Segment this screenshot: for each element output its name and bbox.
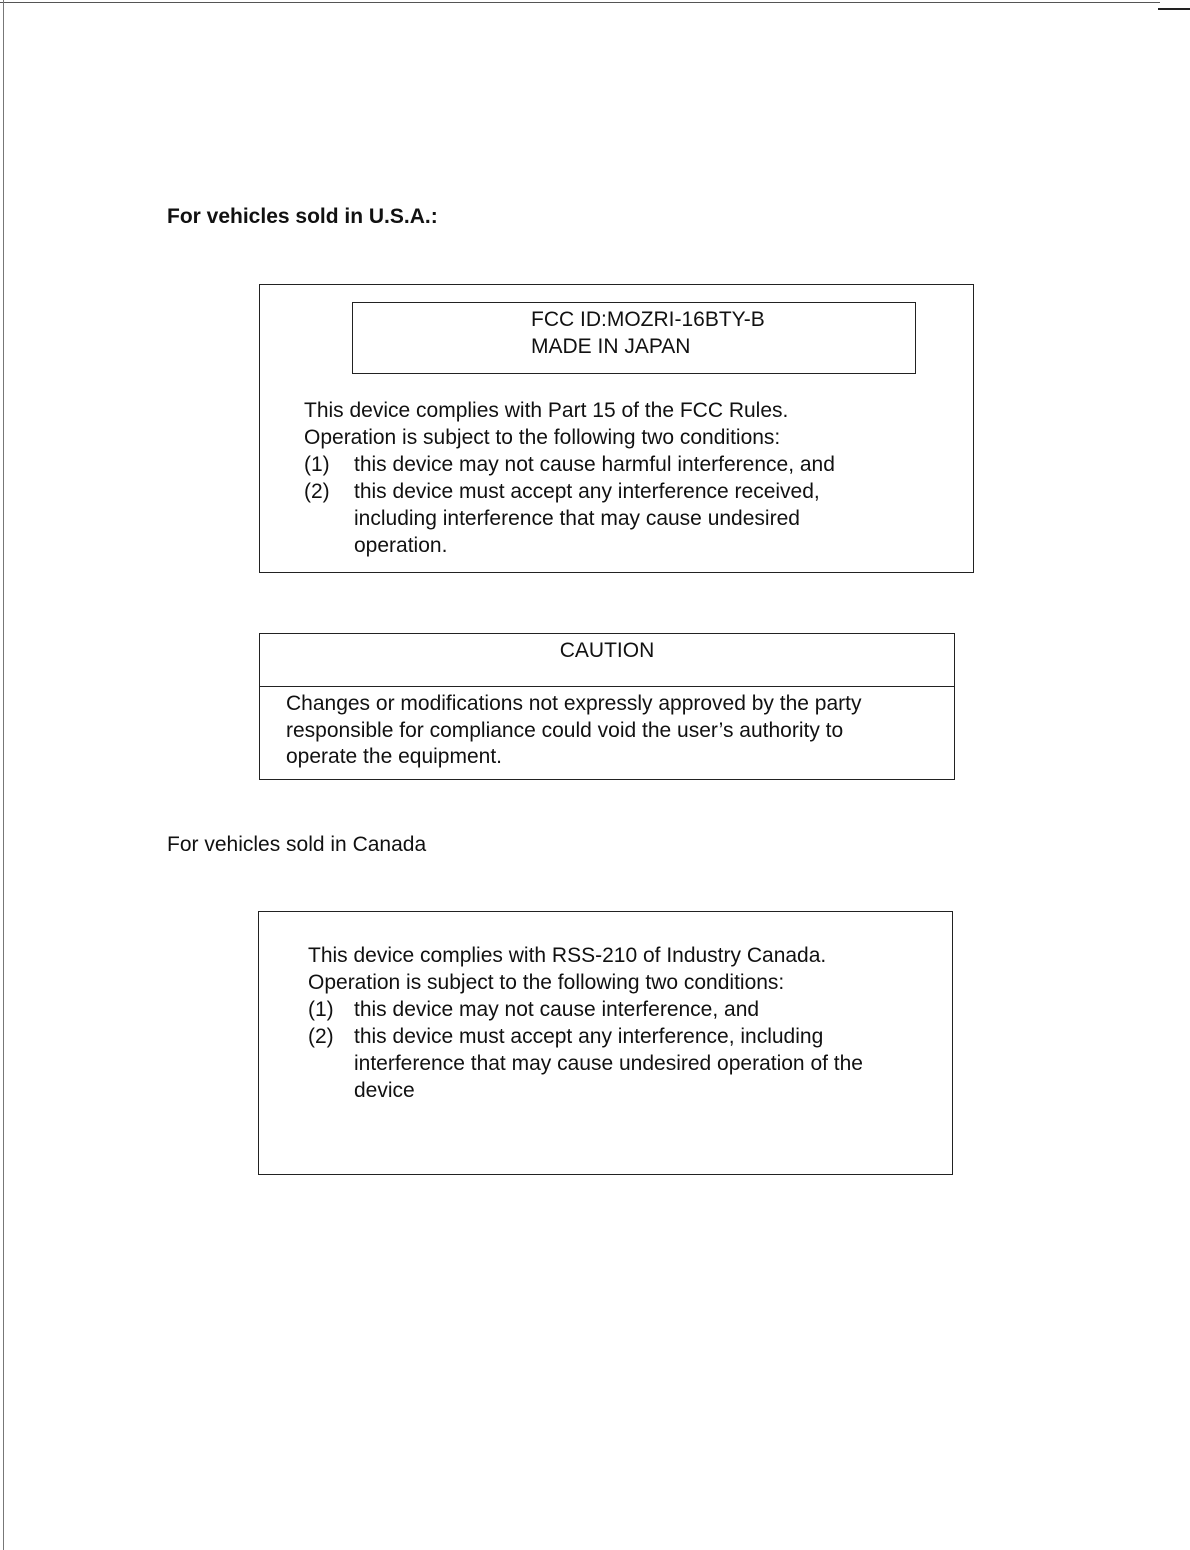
fcc-condition-2-line-1: this device must accept any interference received,: [354, 480, 820, 503]
caution-text: [286, 691, 861, 771]
caution-line-3: operate the equipment.: [286, 745, 502, 768]
caution-line-1: Changes or modifications not expressly approved by the party: [286, 692, 862, 715]
usa-heading: For vehicles sold in U.S.A.:: [167, 205, 438, 228]
canada-compliance-line-2: Operation is subject to the following two conditions:: [308, 971, 785, 994]
fcc-compliance-text: [304, 397, 835, 559]
scan-edge-left: [3, 0, 4, 1550]
fcc-notice-box: [259, 284, 974, 573]
canada-notice-box: [258, 911, 953, 1175]
canada-compliance-text: [308, 942, 863, 1104]
fcc-condition-2-line-2: including interference that may cause undesired: [354, 507, 800, 530]
caution-title: CAUTION: [260, 634, 954, 687]
canada-heading: For vehicles sold in Canada: [167, 833, 427, 856]
canada-condition-2-number: (2): [308, 1025, 334, 1048]
canada-condition-1: [308, 996, 863, 1023]
fcc-condition-1-number: (1): [304, 453, 330, 476]
fcc-condition-2-line-3: operation.: [354, 534, 448, 557]
canada-compliance-line-1: This device complies with RSS-210 of Industry Canada.: [308, 944, 827, 967]
fcc-condition-2-number: (2): [304, 480, 330, 503]
made-in-text: MADE IN JAPAN: [531, 335, 691, 358]
canada-condition-1-number: (1): [308, 998, 334, 1021]
fcc-id-label-box: [352, 302, 916, 374]
caution-box: [259, 633, 955, 780]
fcc-id-text: FCC ID:MOZRI-16BTY-B: [531, 308, 765, 331]
fcc-compliance-line-1: This device complies with Part 15 of the FCC Rules.: [304, 399, 789, 422]
scan-edge-top: [0, 2, 1160, 3]
scan-edge-top-right: [1158, 8, 1190, 10]
canada-condition-1-line-1: this device may not cause interference, and: [354, 998, 760, 1021]
canada-condition-2-line-2: interference that may cause undesired operation of the: [354, 1052, 863, 1075]
caution-line-2: responsible for compliance could void the user’s authority to: [286, 718, 844, 742]
canada-condition-2-line-1: this device must accept any interference, including: [354, 1025, 824, 1048]
fcc-condition-2: [304, 478, 835, 559]
canada-condition-2: [308, 1023, 863, 1104]
canada-condition-2-line-3: device: [354, 1079, 415, 1102]
fcc-condition-1-line-1: this device may not cause harmful interference, and: [354, 453, 835, 476]
fcc-condition-1: [304, 451, 835, 478]
fcc-compliance-line-2: Operation is subject to the following two conditions:: [304, 426, 781, 449]
